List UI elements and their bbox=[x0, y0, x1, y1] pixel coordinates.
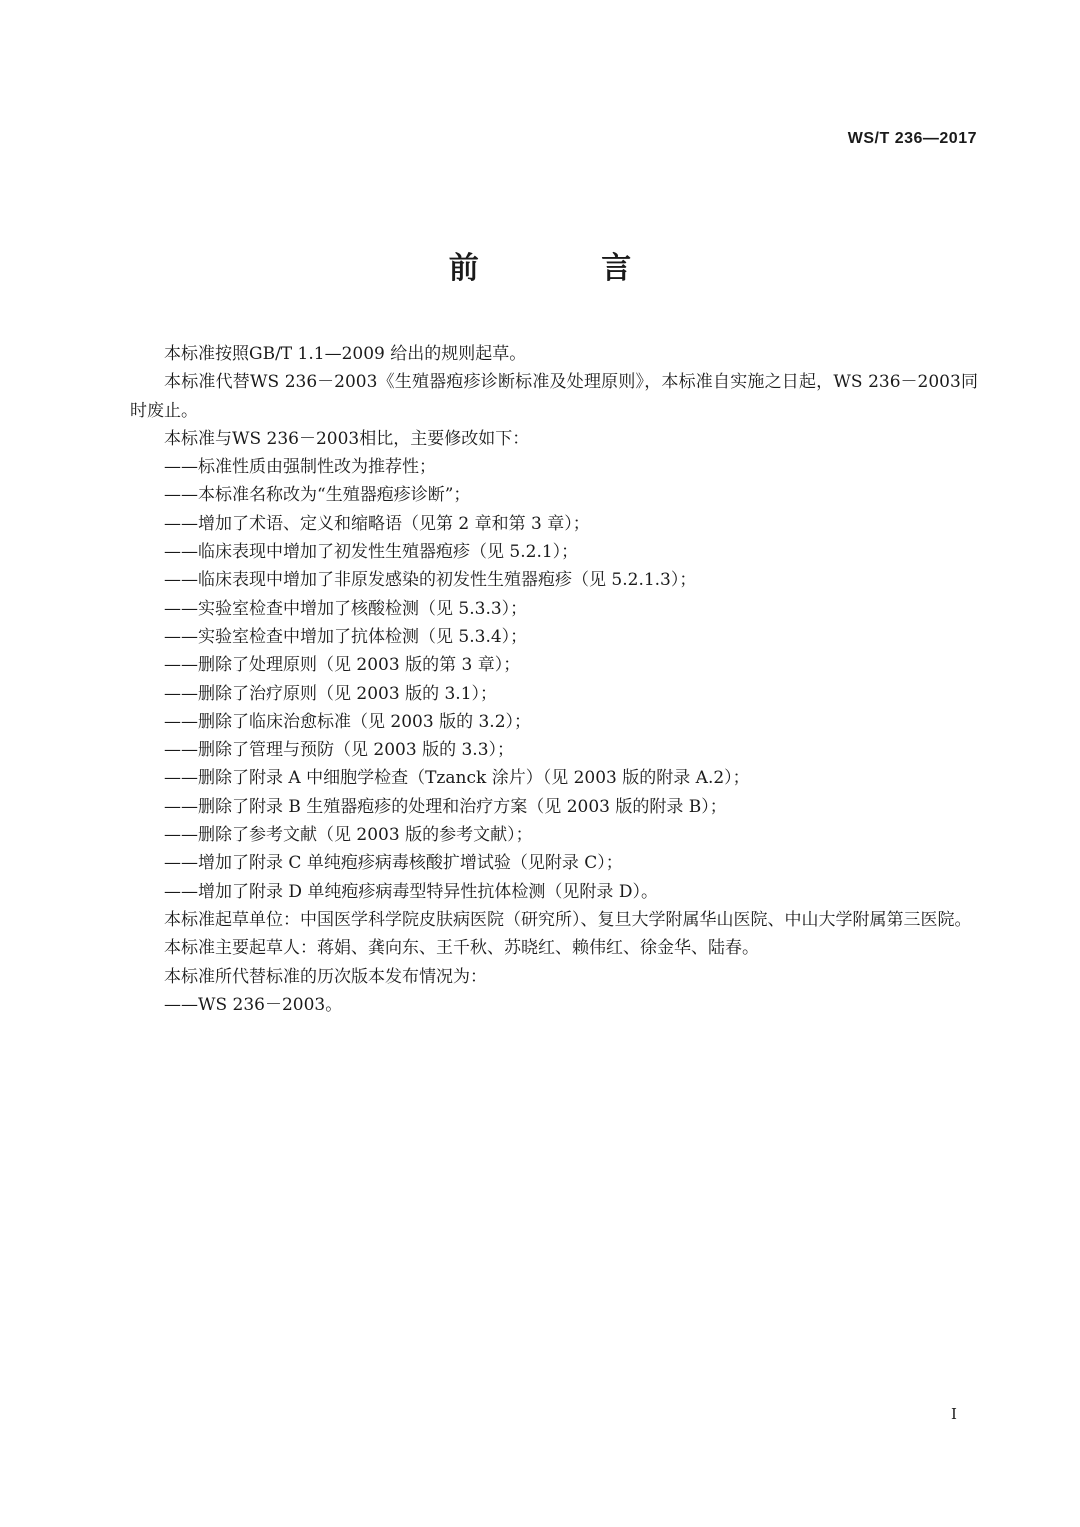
changes-list bbox=[130, 453, 978, 906]
list-item: ——删除了治疗原则（见 2003 版的 3.1）； bbox=[164, 683, 498, 704]
page-number: I bbox=[951, 1405, 957, 1423]
foreword-body bbox=[130, 340, 978, 1019]
paragraph-drafters: 本标准主要起草人：蒋娟、龚向东、王千秋、苏晓红、赖伟红、徐金华、陆春。 bbox=[164, 938, 759, 959]
paragraph-history-intro: 本标准所代替标准的历次版本发布情况为： bbox=[164, 966, 487, 987]
list-item: ——临床表现中增加了初发性生殖器疱疹（见 5.2.1）； bbox=[164, 542, 579, 563]
list-item: ——本标准名称改为“生殖器疱疹诊断”； bbox=[164, 485, 471, 506]
list-item: ——实验室检查中增加了核酸检测（见 5.3.3）； bbox=[164, 598, 528, 619]
standard-code: WS/T 236—2017 bbox=[847, 130, 977, 147]
list-item: ——删除了参考文献（见 2003 版的参考文献）； bbox=[164, 825, 533, 846]
list-item: ——删除了附录 A 中细胞学检查（Tzanck 涂片）（见 2003 版的附录 A.2）； bbox=[164, 768, 750, 789]
list-item: ——临床表现中增加了非原发感染的初发性生殖器疱疹（见 5.2.1.3）； bbox=[164, 570, 697, 591]
paragraph-drafting-units: 本标准起草单位：中国医学科学院皮肤病医院（研究所）、复旦大学附属华山医院、中山大学附属第三医院。 bbox=[164, 909, 972, 930]
list-item: ——实验室检查中增加了抗体检测（见 5.3.4）； bbox=[164, 626, 528, 647]
paragraph-changes-intro: 本标准与WS 236－2003相比，主要修改如下： bbox=[164, 428, 530, 449]
list-item: ——WS 236－2003。 bbox=[164, 994, 343, 1015]
list-item: ——标准性质由强制性改为推荐性； bbox=[164, 457, 436, 478]
list-item: ——删除了处理原则（见 2003 版的第 3 章）； bbox=[164, 655, 521, 676]
page-title: 前 言 bbox=[448, 251, 688, 286]
list-item: ——删除了管理与预防（见 2003 版的 3.3）； bbox=[164, 740, 515, 761]
paragraph-drafting-rule: 本标准按照GB/T 1.1—2009 给出的规则起草。 bbox=[164, 344, 527, 364]
history-list bbox=[130, 991, 978, 1019]
list-item: ——删除了临床治愈标准（见 2003 版的 3.2）； bbox=[164, 711, 532, 732]
list-item: ——删除了附录 B 生殖器疱疹的处理和治疗方案（见 2003 版的附录 B）； bbox=[164, 796, 727, 817]
list-item: ——增加了术语、定义和缩略语（见第 2 章和第 3 章）； bbox=[164, 513, 590, 534]
paragraph-replacement: 本标准代替WS 236－2003《生殖器疱疹诊断标准及处理原则》，本标准自实施之日起，WS 236－2003同时废止。 bbox=[130, 372, 978, 421]
list-item: ——增加了附录 C 单纯疱疹病毒核酸扩增试验（见附录 C）； bbox=[164, 853, 623, 874]
list-item: ——增加了附录 D 单纯疱疹病毒型特异性抗体检测（见附录 D）。 bbox=[164, 881, 658, 902]
